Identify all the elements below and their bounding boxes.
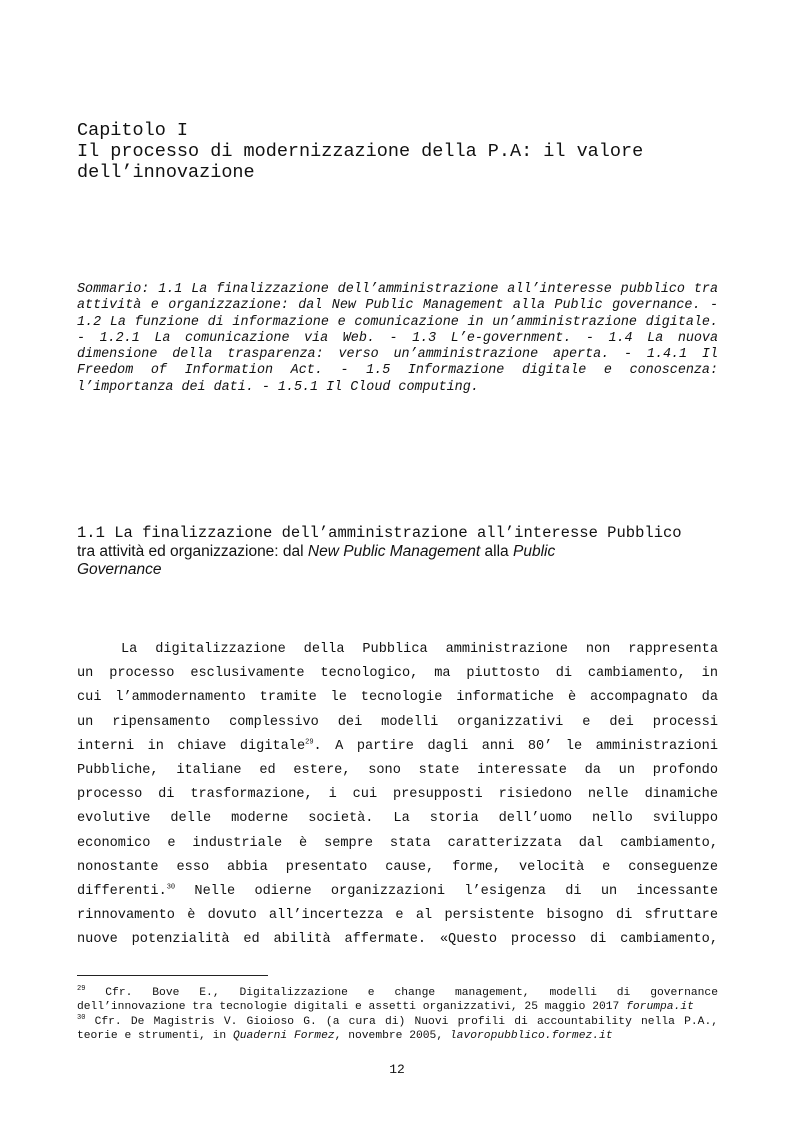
footnote-text: Cfr. Bove E., Digitalizzazione e change management, modelli di governance (105, 987, 718, 999)
body-line: economico e industriale è sempre stata caratterizzata dal cambiamento, (77, 835, 718, 851)
footnote-line (77, 1029, 718, 1043)
body-line: La digitalizzazione della Pubblica amministrazione non rappresenta (121, 642, 718, 657)
section-title-public: Public (512, 542, 556, 560)
body-line-part: . A partire dagli anni 80’ le amministrazioni (313, 738, 718, 754)
body-line: nonostante esso abbia presentato cause, forme, velocità e conseguenze (77, 859, 718, 875)
footnote-number: 29 (77, 985, 86, 994)
footnote-line (77, 1015, 718, 1029)
chapter-title (77, 120, 727, 183)
body-paragraph (77, 638, 718, 953)
footnote-source-link: forumpa.it (626, 1001, 694, 1014)
body-line: rinnovamento è dovuto all’incertezza e al persistente bisogno di sfruttare (77, 908, 718, 924)
body-line: nuove potenzialità ed abilità affermate. «Questo processo di cambiamento, (77, 932, 718, 948)
footnote-text: dell’innovazione tra tecnologie digitali e assetti organizzativi, 25 maggio 2017 (77, 1001, 627, 1014)
footnotes (77, 986, 718, 1044)
chapter-title-line-2: Il processo di modernizzazione della P.A: il valore (77, 141, 644, 162)
footnote-source-link: lavoropubblico.formez.it (449, 1030, 613, 1043)
footnote-text: teorie e strumenti, in (77, 1030, 233, 1043)
chapter-title-line-3: dell’innovazione (77, 162, 255, 183)
footnote-ref-29[interactable]: 29 (305, 738, 314, 747)
footnote-line (77, 986, 718, 1000)
section-title-governance: Governance (77, 561, 162, 578)
body-line: cui l’ammodernamento tramite le tecnologie informatiche è accompagnato da (77, 690, 718, 706)
footnote-text: Cfr. De Magistris V. Gioioso G. (a cura di) Nuovi profili di accountability nella P.A., (94, 1015, 719, 1028)
body-line: un ripensamento complessivo dei modelli organizzativi e dei processi (77, 714, 718, 730)
body-line: evolutive delle moderne società. La storia dell’uomo nello sviluppo (77, 811, 718, 827)
body-line-part: interni in chiave digitale (77, 738, 306, 754)
body-line (77, 735, 718, 759)
body-line: Pubbliche, italiane ed estere, sono state interessate da un profondo (77, 763, 718, 779)
body-line: un processo esclusivamente tecnologico, ma piuttosto di cambiamento, in (77, 666, 718, 682)
chapter-title-line-1: Capitolo I (77, 120, 189, 141)
section-title-line-2-text: tra attività ed organizzazione: dal (77, 542, 308, 560)
footnote-30 (77, 1015, 718, 1044)
footnote-29 (77, 986, 718, 1015)
page-number: 12 (389, 1062, 405, 1077)
chapter-summary: Sommario: 1.1 La finalizzazione dell’amministrazione all’interesse pubblico tra attività e organizzazione: dal New Public Management alla Public governance. - 1.2 La funzione di informazione e comunicazione in un’amministrazione digitale. - 1.2.1 La comunicazione via Web. - 1.3 L’e-government. - 1.4 La nuova dimensione della trasparenza: verso un’amministrazione aperta. - 1.4.1 Il Freedom of Information Act. - 1.5 Informazione digitale e conoscenza: l’importanza dei dati. - 1.5.1 Il Cloud computing. (77, 282, 718, 395)
footnote-text: , novembre 2005, (334, 1030, 450, 1043)
section-title (77, 525, 722, 580)
body-line-part: Nelle odierne organizzazioni l’esigenza di un incessante (175, 884, 718, 900)
footnote-ref-30[interactable]: 30 (166, 883, 176, 892)
footnote-separator (77, 975, 268, 976)
footnote-number: 30 (77, 1014, 86, 1023)
body-line-part: differenti. (77, 884, 167, 900)
footnote-line (77, 1000, 718, 1014)
section-title-new-public-management: New Public Management (307, 542, 481, 560)
body-line: processo di trasformazione, i cui presupposti risiedono nelle dinamiche (77, 787, 718, 803)
body-line (77, 880, 718, 904)
footnote-journal: Quaderni Formez (232, 1030, 335, 1043)
section-title-line-2-alla: alla (480, 542, 513, 560)
section-title-line-1: 1.1 La finalizzazione dell’amministrazione all’interesse Pubblico (77, 524, 682, 542)
